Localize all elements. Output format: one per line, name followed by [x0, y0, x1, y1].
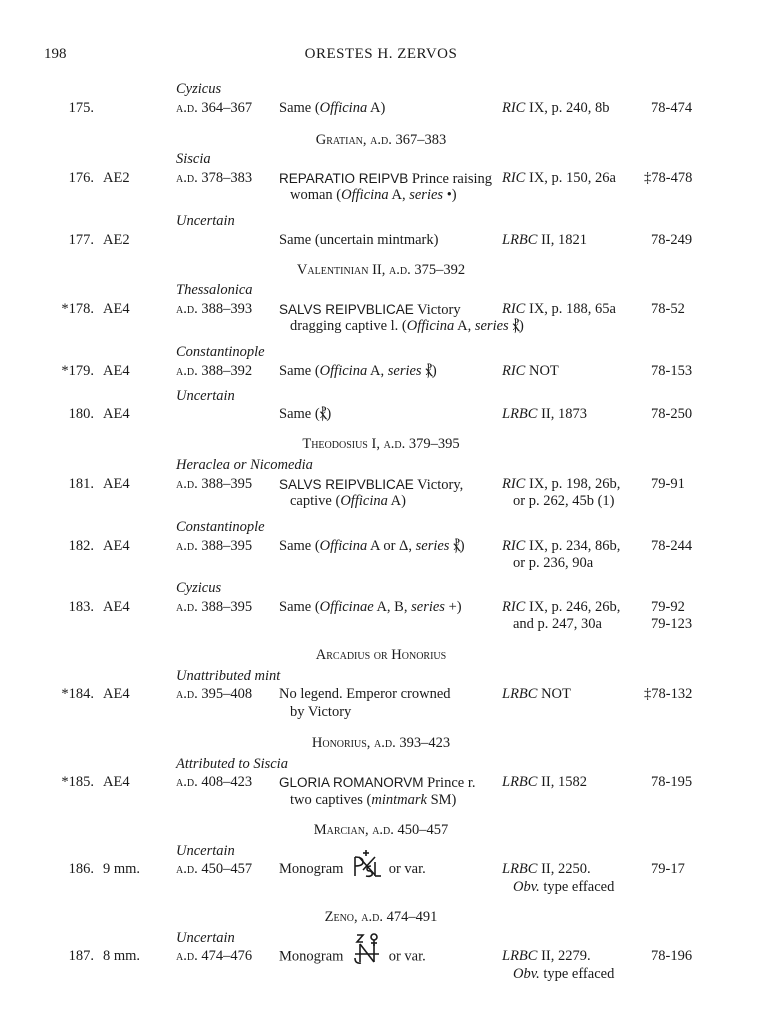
entry-reference-cont: or p. 236, 90a: [513, 555, 594, 571]
entry-description-cont: woman (Officina A, series •): [290, 187, 457, 203]
entry-reference: LRBC II, 2250.: [502, 861, 591, 877]
accession-number: 79-17: [651, 861, 685, 877]
section-heading: Theodosius I, a.d. 379–395: [302, 436, 460, 452]
section-heading: Zeno, a.d. 474–491: [324, 909, 438, 925]
entry-date: a.d. 388–395: [176, 599, 253, 615]
marcian-monogram-icon: [349, 848, 383, 878]
entry-description: SALVS REIPVBLICAE Victory,: [279, 477, 464, 493]
entry-number: 181.: [68, 476, 94, 492]
accession-number: ‡78-478: [644, 170, 693, 186]
accession-number: 78-474: [651, 100, 693, 116]
entry-reference: LRBC II, 2279.: [502, 948, 591, 964]
accession-number: 78-195: [651, 774, 693, 790]
entry-reference-cont: and p. 247, 30a: [513, 616, 602, 632]
entry-reference: LRBC II, 1582: [502, 774, 587, 790]
entry-number: *178.: [61, 301, 94, 317]
entry-description: Same (uncertain mintmark): [279, 232, 439, 248]
entry-number: 175.: [68, 100, 94, 116]
mint-name: Unattributed mint: [176, 668, 281, 684]
entry-date: a.d. 388–395: [176, 476, 253, 492]
mint-name: Uncertain: [176, 930, 235, 946]
entry-description: REPARATIO REIPVB Prince raising: [279, 171, 493, 187]
zeno-monogram-icon: [349, 932, 383, 966]
entry-number: 182.: [68, 538, 94, 554]
entry-reference-cont: Obv. type effaced: [513, 966, 615, 982]
section-heading: Valentinian II, a.d. 375–392: [296, 262, 466, 278]
entry-description: SALVS REIPVBLICAE Victory: [279, 302, 461, 318]
entry-number: 177.: [68, 232, 94, 248]
entry-reference: RIC NOT: [502, 363, 559, 379]
denomination: AE2: [103, 170, 130, 186]
denomination: AE4: [103, 538, 130, 554]
accession-number: 78-250: [651, 406, 693, 422]
denomination: AE4: [103, 301, 130, 317]
entry-description: Same (Officina A or Δ, series ⳩): [279, 538, 465, 554]
entry-date: a.d. 378–383: [176, 170, 253, 186]
entry-description: Same (Officina A, series ⳩): [279, 363, 437, 379]
mint-name: Siscia: [176, 151, 211, 167]
entry-reference: RIC IX, p. 188, 65a: [502, 301, 616, 317]
denomination: AE4: [103, 476, 130, 492]
accession-number: 78-196: [651, 948, 693, 964]
entry-number: 176.: [68, 170, 94, 186]
entry-reference-cont: or p. 262, 45b (1): [513, 493, 615, 509]
entry-date: a.d. 395–408: [176, 686, 253, 702]
denomination: AE4: [103, 774, 130, 790]
page-number: 198: [44, 46, 67, 62]
entry-reference: LRBC NOT: [502, 686, 571, 702]
mint-name: Cyzicus: [176, 580, 222, 596]
accession-number: 79-91: [651, 476, 685, 492]
section-heading: Marcian, a.d. 450–457: [313, 822, 449, 838]
denomination: AE2: [103, 232, 130, 248]
mint-name: Uncertain: [176, 388, 235, 404]
entry-number: *179.: [61, 363, 94, 379]
entry-reference: LRBC II, 1821: [502, 232, 587, 248]
entry-description-cont: dragging captive l. (Officina A, series ⳩): [290, 318, 524, 334]
mint-name: Cyzicus: [176, 81, 222, 97]
entry-date: a.d. 408–423: [176, 774, 253, 790]
entry-date: a.d. 364–367: [176, 100, 253, 116]
entry-reference-cont: Obv. type effaced: [513, 879, 615, 895]
entry-description: Monogram or var.: [279, 948, 426, 966]
entry-description-cont: by Victory: [290, 704, 352, 720]
entry-reference: RIC IX, p. 150, 26a: [502, 170, 616, 186]
entry-date: a.d. 388–395: [176, 538, 253, 554]
entry-description-cont: two captives (mintmark SM): [290, 792, 457, 808]
accession-number: 78-244: [651, 538, 693, 554]
entry-date: a.d. 474–476: [176, 948, 253, 964]
mint-name: Attributed to Siscia: [176, 756, 288, 772]
section-heading: Gratian, a.d. 367–383: [315, 132, 447, 148]
accession-number: ‡78-132: [644, 686, 693, 702]
denomination: AE4: [103, 599, 130, 615]
entry-description: No legend. Emperor crowned: [279, 686, 451, 702]
mint-name: Constantinople: [176, 344, 265, 360]
entry-date: a.d. 388–393: [176, 301, 253, 317]
accession-number: 78-153: [651, 363, 693, 379]
entry-number: 180.: [68, 406, 94, 422]
entry-description: Same (⳩): [279, 406, 332, 422]
entry-number: 186.: [68, 861, 94, 877]
denomination: AE4: [103, 686, 130, 702]
entry-date: a.d. 450–457: [176, 861, 253, 877]
section-heading: Honorius, a.d. 393–423: [311, 735, 451, 751]
entry-number: 183.: [68, 599, 94, 615]
entry-description-cont: captive (Officina A): [290, 493, 406, 509]
accession-number: 79-92: [651, 599, 685, 615]
entry-reference: RIC IX, p. 198, 26b,: [502, 476, 621, 492]
denomination: AE4: [103, 363, 130, 379]
mint-name: Constantinople: [176, 519, 265, 535]
mint-name: Uncertain: [176, 843, 235, 859]
denomination: AE4: [103, 406, 130, 422]
entry-date: a.d. 388–392: [176, 363, 253, 379]
entry-number: *184.: [61, 686, 94, 702]
mint-name: Heraclea or Nicomedia: [176, 457, 313, 473]
accession-number: 78-52: [651, 301, 685, 317]
entry-reference: RIC IX, p. 234, 86b,: [502, 538, 621, 554]
section-heading: Arcadius or Honorius: [315, 647, 447, 663]
mint-name: Uncertain: [176, 213, 235, 229]
entry-number: *185.: [61, 774, 94, 790]
denomination: 9 mm.: [103, 861, 141, 877]
entry-description: Same (Officinae A, B, series +): [279, 599, 462, 615]
mint-name: Thessalonica: [176, 282, 253, 298]
accession-number: 79-123: [651, 616, 693, 632]
entry-number: 187.: [68, 948, 94, 964]
entry-reference: RIC IX, p. 246, 26b,: [502, 599, 621, 615]
entry-description: Monogram or var.: [279, 861, 426, 878]
entry-description: Same (Officina A): [279, 100, 386, 116]
accession-number: 78-249: [651, 232, 693, 248]
entry-reference: RIC IX, p. 240, 8b: [502, 100, 610, 116]
running-head: ORESTES H. ZERVOS: [304, 46, 458, 62]
denomination: 8 mm.: [103, 948, 141, 964]
entry-description: GLORIA ROMANORVM Prince r.: [279, 775, 476, 791]
entry-reference: LRBC II, 1873: [502, 406, 587, 422]
